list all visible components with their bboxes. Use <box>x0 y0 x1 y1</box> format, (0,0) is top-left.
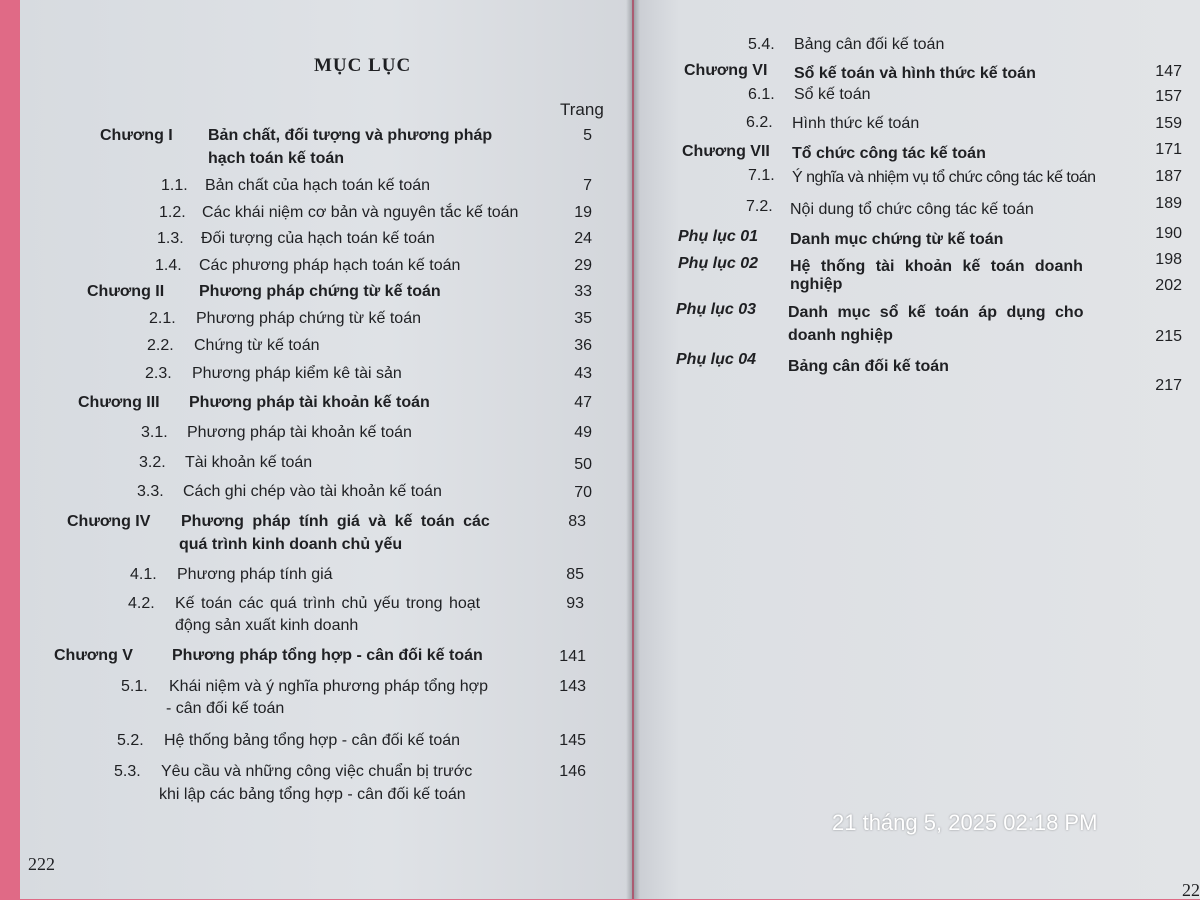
toc-page-number: 171 <box>1155 141 1182 158</box>
toc-section-number: 6.2. <box>746 114 773 131</box>
toc-page-number: 189 <box>1155 195 1182 212</box>
toc-appendix-number: Phụ lục 02 <box>678 255 759 272</box>
toc-page-number: 145 <box>559 732 586 749</box>
toc-chapter-title-cont: hạch toán kế toán <box>208 150 345 167</box>
toc-chapter-title: Tổ chức công tác kế toán <box>792 145 986 162</box>
toc-page-number: 190 <box>1155 225 1182 242</box>
toc-section-title: Cách ghi chép vào tài khoản kế toán <box>183 483 442 500</box>
toc-page-number: 36 <box>574 337 592 354</box>
toc-chapter-title: Phương pháp tổng hợp - cân đối kế toán <box>172 647 483 664</box>
page-column-header: Trang <box>560 100 604 119</box>
toc-page-number: 29 <box>574 257 592 274</box>
toc-page-number: 202 <box>1155 277 1182 294</box>
toc-section-title: Tài khoản kế toán <box>185 454 313 471</box>
toc-chapter-title: Phương pháp chứng từ kế toán <box>199 283 441 300</box>
toc-section-title: Hệ thống bảng tổng hợp - cân đối kế toán <box>164 732 461 749</box>
toc-page-number: 215 <box>1155 328 1182 345</box>
toc-chapter-number: Chương VII <box>682 143 770 160</box>
toc-section-title: Bảng cân đối kế toán <box>794 36 945 53</box>
toc-appendix-title: Danh mục chứng từ kế toán <box>790 231 1004 248</box>
toc-section-number: 5.4. <box>748 36 775 53</box>
toc-chapter-number: Chương IV <box>67 513 151 530</box>
toc-page-number: 24 <box>574 230 592 247</box>
toc-page-number: 5 <box>583 127 592 144</box>
toc-page-number: 157 <box>1155 88 1182 105</box>
toc-section-title: Các phương pháp hạch toán kế toán <box>199 257 461 274</box>
toc-page-number: 19 <box>574 204 592 221</box>
toc-section-number: 3.1. <box>141 424 168 441</box>
toc-section-title: Bản chất của hạch toán kế toán <box>205 177 431 194</box>
toc-page-number: 47 <box>574 394 592 411</box>
toc-page-number: 7 <box>583 177 592 194</box>
toc-appendix-title: Danh mục sổ kế toán áp dụng cho <box>788 304 1084 321</box>
toc-section-title: Hình thức kế toán <box>792 115 920 132</box>
toc-page-number: 83 <box>568 513 586 530</box>
toc-appendix-title: Bảng cân đối kế toán <box>788 358 949 375</box>
right-page-number: 22 <box>1182 880 1200 900</box>
toc-section-title: Phương pháp tài khoản kế toán <box>187 424 412 441</box>
toc-section-number: 1.1. <box>161 177 188 194</box>
toc-page-number: 217 <box>1155 377 1182 394</box>
toc-section-number: 4.1. <box>130 566 157 583</box>
toc-page-number: 198 <box>1155 251 1182 268</box>
toc-section-number: 6.1. <box>748 86 775 103</box>
toc-section-title: Nội dung tổ chức công tác kế toán <box>790 201 1034 218</box>
toc-chapter-title: Bản chất, đối tượng và phương pháp <box>208 127 493 144</box>
toc-page-number: 141 <box>559 648 586 665</box>
toc-chapter-number: Chương V <box>54 647 133 664</box>
toc-section-title: Yêu cầu và những công việc chuẩn bị trước <box>161 763 473 780</box>
toc-page-number: 159 <box>1155 115 1182 132</box>
toc-section-title: Phương pháp chứng từ kế toán <box>196 310 421 327</box>
toc-section-title: Kế toán các quá trình chủ yếu trong hoạt <box>175 595 481 612</box>
toc-section-number: 4.2. <box>128 595 155 612</box>
toc-page-number: 187 <box>1155 168 1182 185</box>
toc-appendix-title: Hệ thống tài khoản kế toán doanh <box>790 258 1083 275</box>
toc-section-number: 5.1. <box>121 678 148 695</box>
toc-chapter-number: Chương II <box>87 283 165 300</box>
toc-section-title-cont: - cân đối kế toán <box>166 700 285 717</box>
toc-page-number: 143 <box>559 678 586 695</box>
right-book-page <box>634 0 1200 899</box>
toc-appendix-title-cont: nghiệp <box>790 276 843 293</box>
toc-section-title-cont: khi lập các bảng tổng hợp - cân đối kế toán <box>159 786 466 803</box>
toc-page-number: 85 <box>566 566 584 583</box>
toc-chapter-number: Chương III <box>78 394 160 411</box>
toc-page-number: 50 <box>574 456 592 473</box>
toc-page-number: 147 <box>1155 63 1182 80</box>
toc-section-title-cont: động sản xuất kinh doanh <box>175 617 359 634</box>
toc-section-number: 2.1. <box>149 310 176 327</box>
toc-page-number: 93 <box>566 595 584 612</box>
toc-section-title: Khái niệm và ý nghĩa phương pháp tổng hợp <box>169 678 489 695</box>
toc-section-title: Phương pháp tính giá <box>177 566 333 583</box>
toc-chapter-title: Phương pháp tính giá và kế toán các <box>181 513 490 530</box>
toc-chapter-title: Phương pháp tài khoản kế toán <box>189 394 430 411</box>
toc-section-title: Đối tượng của hạch toán kế toán <box>201 230 435 247</box>
toc-chapter-number: Chương VI <box>684 62 768 79</box>
toc-appendix-number: Phụ lục 04 <box>676 351 757 368</box>
toc-section-number: 3.3. <box>137 483 164 500</box>
photo-timestamp: 21 tháng 5, 2025 02:18 PM <box>832 810 1098 835</box>
toc-section-number: 1.4. <box>155 257 182 274</box>
toc-page-number: 49 <box>574 424 592 441</box>
toc-section-title: Sổ kế toán <box>794 86 871 103</box>
toc-title: MỤC LỤC <box>314 55 412 76</box>
toc-page-number: 33 <box>574 283 592 300</box>
toc-section-number: 7.1. <box>748 167 775 184</box>
toc-section-number: 3.2. <box>139 454 166 471</box>
toc-page-number: 70 <box>574 484 592 501</box>
toc-section-number: 1.2. <box>159 204 186 221</box>
toc-section-number: 2.3. <box>145 365 172 382</box>
toc-chapter-number: Chương I <box>100 127 173 144</box>
toc-section-number: 5.2. <box>117 732 144 749</box>
left-page-number: 222 <box>28 854 55 874</box>
toc-section-number: 5.3. <box>114 763 141 780</box>
toc-section-title: Ý nghĩa và nhiệm vụ tổ chức công tác kế toán <box>792 169 1096 186</box>
toc-section-title: Phương pháp kiểm kê tài sản <box>192 365 402 382</box>
left-book-page <box>20 0 632 899</box>
toc-page-number: 146 <box>559 763 586 780</box>
toc-section-number: 2.2. <box>147 337 174 354</box>
toc-page-number: 43 <box>574 365 592 382</box>
toc-page-number: 35 <box>574 310 592 327</box>
toc-chapter-title: Sổ kế toán và hình thức kế toán <box>794 65 1036 82</box>
toc-chapter-title-cont: quá trình kinh doanh chủ yếu <box>179 536 403 553</box>
toc-section-title: Chứng từ kế toán <box>194 337 320 354</box>
toc-appendix-number: Phụ lục 03 <box>676 301 757 318</box>
toc-appendix-number: Phụ lục 01 <box>678 228 759 245</box>
book-spine-shadow <box>626 0 640 899</box>
toc-appendix-title-cont: doanh nghiệp <box>788 327 893 344</box>
toc-section-number: 7.2. <box>746 198 773 215</box>
toc-section-number: 1.3. <box>157 230 184 247</box>
toc-section-title: Các khái niệm cơ bản và nguyên tắc kế toán <box>202 204 519 221</box>
